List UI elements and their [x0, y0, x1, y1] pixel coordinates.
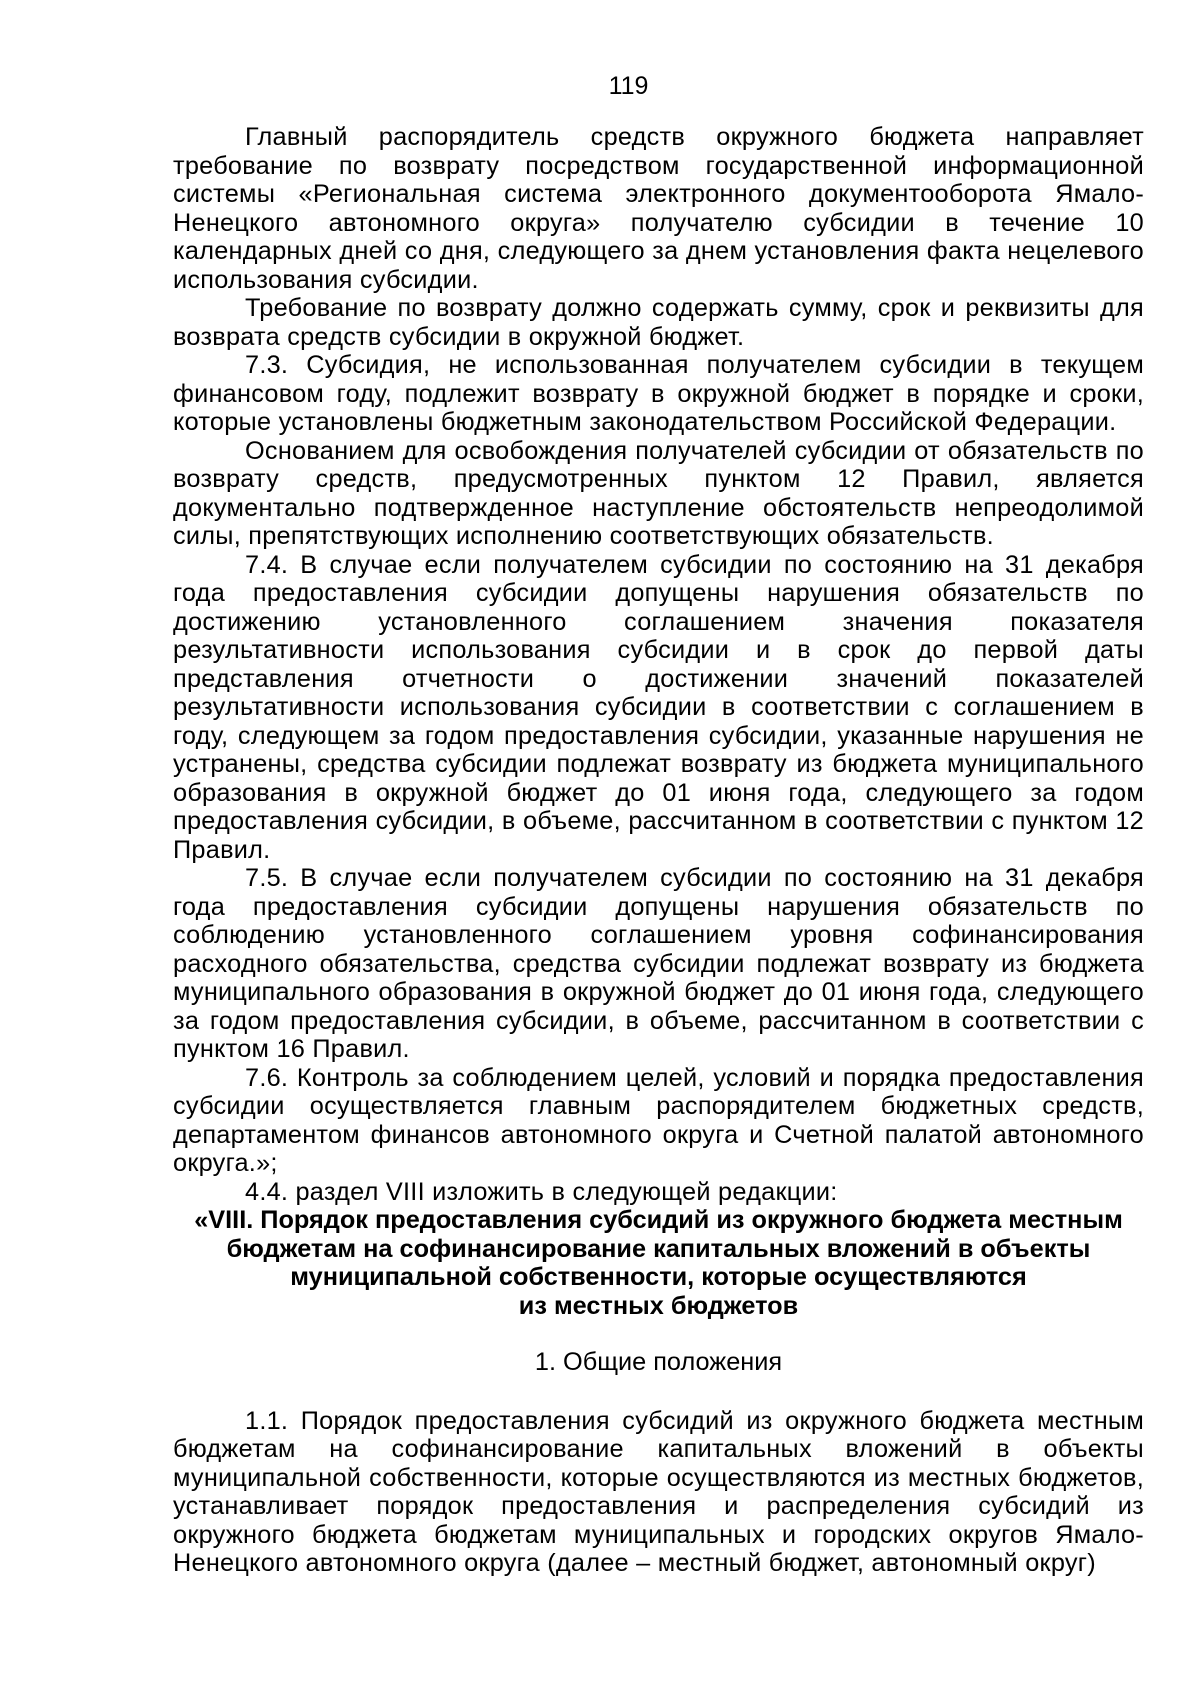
- paragraph-7-3: 7.3. Субсидия, не использованная получателем субсидии в текущем финансовом году, подлежит возврату в окружной бюджет в порядке и сроки, которые установлены бюджетным законодательством Российской Федерации.: [173, 351, 1144, 436]
- page-number: 119: [608, 72, 649, 100]
- paragraph-exemption: Основанием для освобождения получателей субсидии от обязательств по возврату средств, предусмотренных пунктом 12 Правил, является документально подтвержденное наступление обстоятельств непреодолимой силы, препятствующих исполнению соответствующих обязательств.: [173, 436, 1144, 550]
- paragraph-7-6: 7.6. Контроль за соблюдением целей, условий и порядка предоставления субсидии осуществляется главным распорядителем бюджетных средств, департаментом финансов автономного округа и Счетной палатой автономного округа.»;: [173, 1063, 1144, 1177]
- paragraph-4-4: 4.4. раздел VIII изложить в следующей редакции:: [245, 1177, 838, 1206]
- paragraph-7-5: 7.5. В случае если получателем субсидии по состоянию на 31 декабря года предоставления субсидии допущены нарушения обязательств по соблюдению установленного соглашением уровня софинансирования расходного обязательства, средства субсидии подлежат возврату из бюджета муниципального образования в окружной бюджет до 01 июня года, следующего за годом предоставления субсидии, в объеме, рассчитанном в соответствии с пунктом 16 Правил.: [173, 864, 1144, 1063]
- paragraph-1-1: 1.1. Порядок предоставления субсидий из окружного бюджета местным бюджетам на софинансирование капитальных вложений в объекты муниципальной собственности, которые осуществляются из местных бюджетов, устанавливает порядок предоставления и распределения субсидий из окружного бюджета бюджетам муниципальных и городских округов Ямало-Ненецкого автономного округа (далее – местный бюджет, автономный округ): [173, 1406, 1144, 1577]
- paragraph-7-4: 7.4. В случае если получателем субсидии по состоянию на 31 декабря года предоставления субсидии допущены нарушения обязательств по достижению установленного соглашением значения показателя результативности использования субсидии и в срок до первой даты представления отчетности о достижении значений показателей результативности использования субсидии в соответствии с соглашением в году, следующем за годом предоставления субсидии, указанные нарушения не устранены, средства субсидии подлежат возврату из бюджета муниципального образования в окружной бюджет до 01 июня года, следующего за годом предоставления субсидии, в объеме, рассчитанном в соответствии с пунктом 12 Правил.: [173, 550, 1144, 864]
- section-heading-line-1: «VIII. Порядок предоставления субсидий из окружного бюджета местным: [194, 1206, 1123, 1234]
- paragraph-return-requirements: Требование по возврату должно содержать сумму, срок и реквизиты для возврата средств субсидии в окружной бюджет.: [173, 294, 1144, 351]
- section-heading-line-2: бюджетам на софинансирование капитальных вложений в объекты: [226, 1234, 1091, 1263]
- section-heading-line-3: муниципальной собственности, которые осуществляются: [290, 1263, 1027, 1291]
- subsection-heading: 1. Общие положения: [534, 1348, 783, 1376]
- section-heading: [173, 1206, 1144, 1320]
- paragraph-return-request: Главный распорядитель средств окружного бюджета направляет требование по возврату посредством государственной информационной системы «Региональная система электронного документооборота Ямало-Ненецкого автономного округа» получателю субсидии в течение 10 календарных дней со дня, следующего за днем установления факта нецелевого использования субсидии.: [173, 123, 1144, 294]
- section-heading-line-4: из местных бюджетов: [518, 1291, 799, 1320]
